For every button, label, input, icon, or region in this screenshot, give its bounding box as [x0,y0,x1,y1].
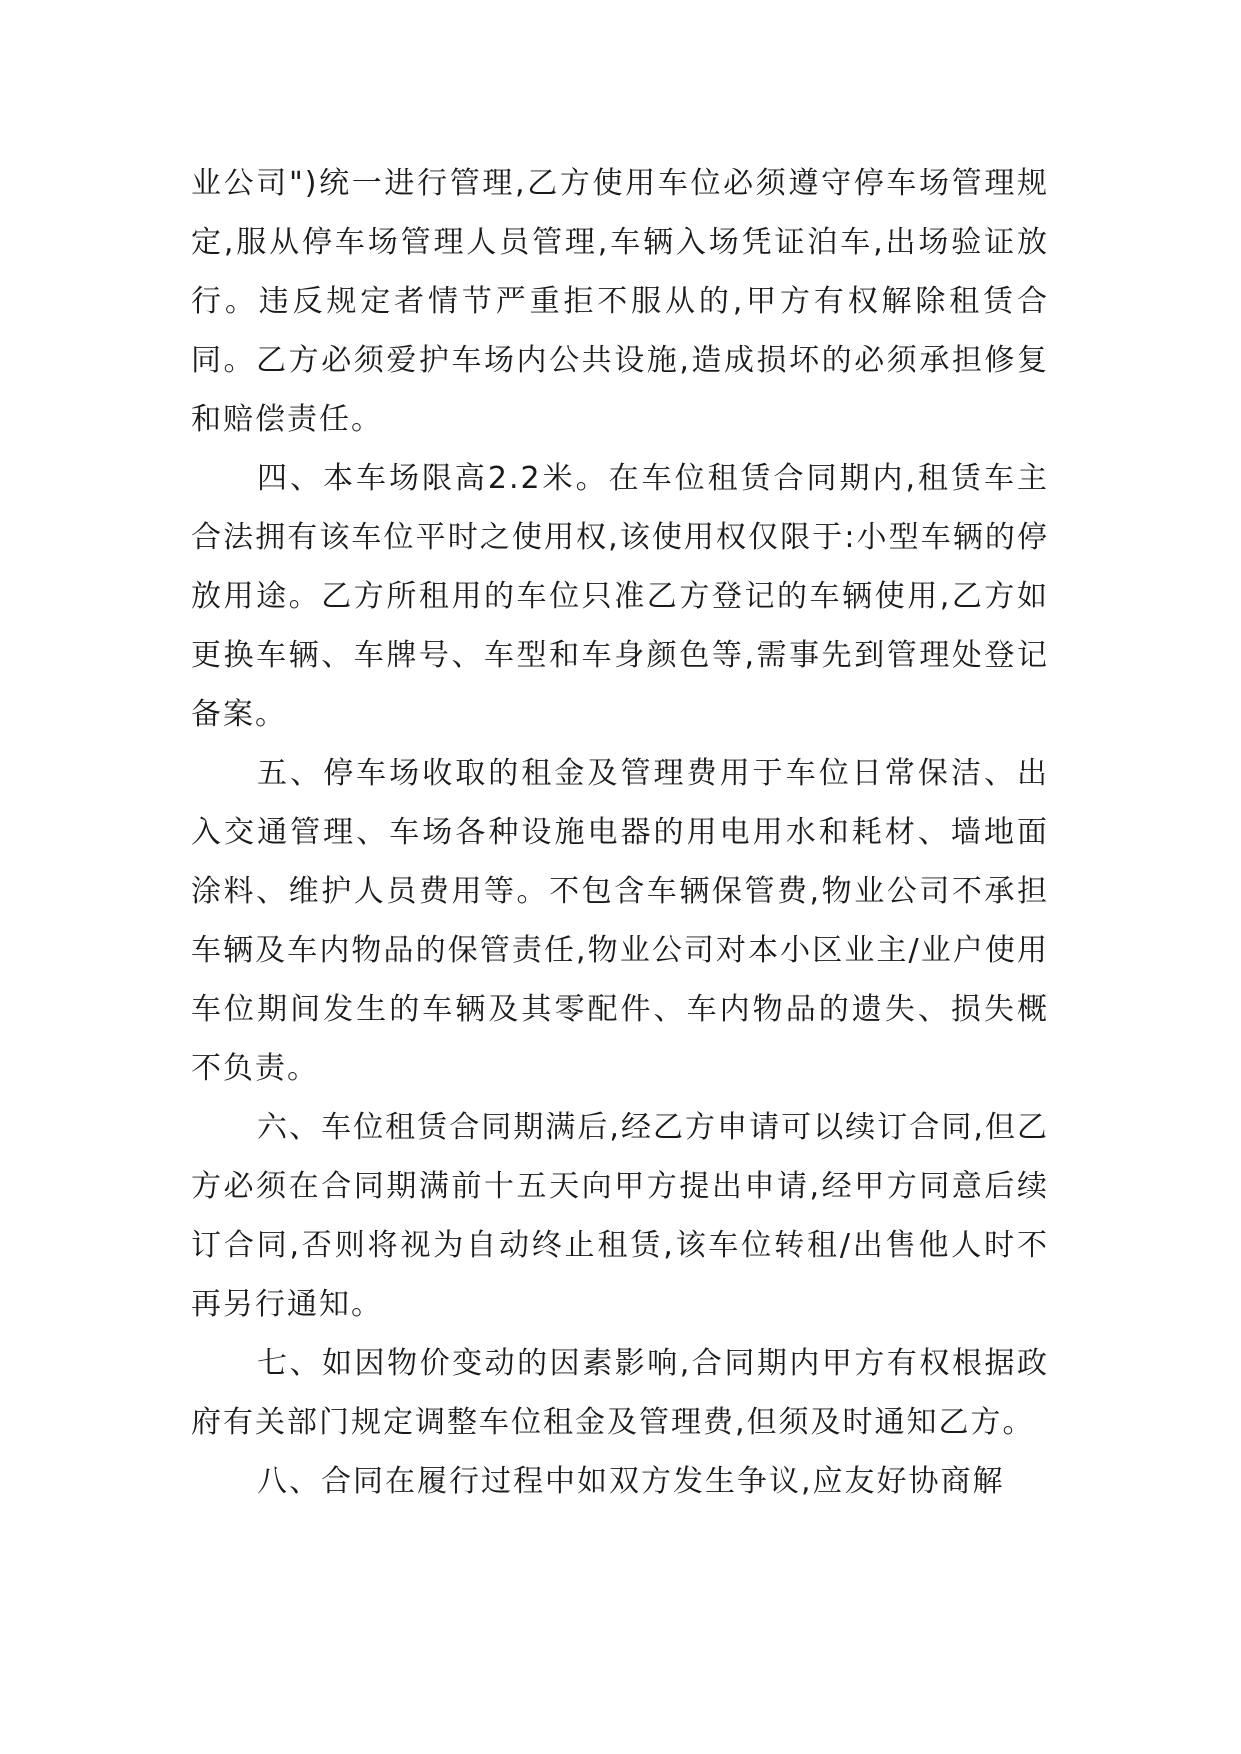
clause-5: 五、停车场收取的租金及管理费用于车位日常保洁、出入交通管理、车场各种设施电器的用电用水和耗材、墙地面涂料、维护人员费用等。不包含车辆保管费,物业公司不承担车辆及车内物品的保管责任,物业公司对本小区业主/业户使用车位期间发生的车辆及其零配件、车内物品的遗失、损失概不负责。 [191,756,1049,1086]
clause-4: 四、本车场限高2.2米。在车位租赁合同期内,租赁车主合法拥有该车位平时之使用权,该使用权仅限于:小型车辆的停放用途。乙方所租用的车位只准乙方登记的车辆使用,乙方如更换车辆、车牌号、车型和车身颜色等,需事先到管理处登记备案。 [191,461,1049,732]
paragraph-continuation: 业公司")统一进行管理,乙方使用车位必须遵守停车场管理规定,服从停车场管理人员管理,车辆入场凭证泊车,出场验证放行。违反规定者情节严重拒不服从的,甲方有权解除租赁合同。乙方必须爱护车场内公共设施,造成损坏的必须承担修复和赔偿责任。 [191,166,1049,437]
clause-6: 六、车位租赁合同期满后,经乙方申请可以续订合同,但乙方必须在合同期满前十五天向甲方提出申请,经甲方同意后续订合同,否则将视为自动终止租赁,该车位转租/出售他人时不再另行通知。 [191,1110,1049,1322]
contract-body [191,154,1049,1511]
clause-8: 八、合同在履行过程中如双方发生争议,应友好协商解 [257,1464,1005,1499]
clause-7: 七、如因物价变动的因素影响,合同期内甲方有权根据政府有关部门规定调整车位租金及管理费,但须及时通知乙方。 [191,1346,1049,1440]
